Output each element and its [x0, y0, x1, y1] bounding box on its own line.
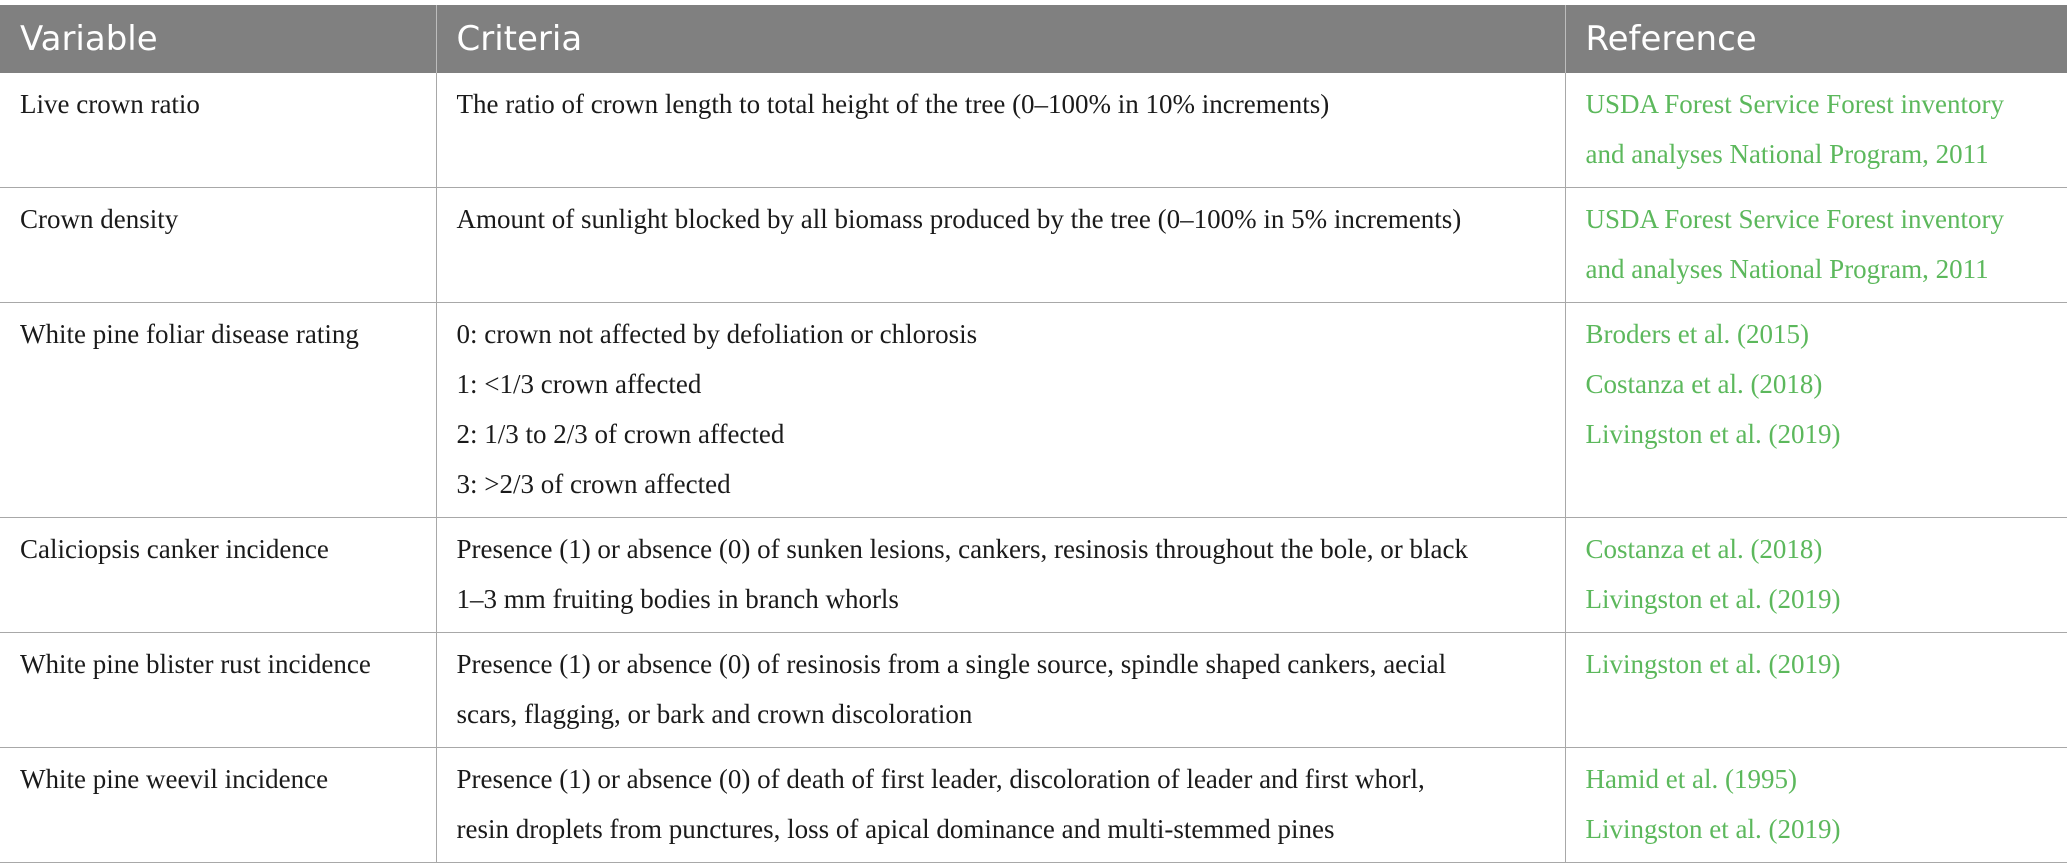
- reference-link[interactable]: and analyses National Program, 2011: [1585, 139, 1989, 169]
- table-row: [0, 73, 2067, 188]
- reference-link[interactable]: USDA Forest Service Forest inventory: [1585, 89, 2004, 119]
- reference-cell: [1565, 188, 2067, 303]
- criteria-line: 3: >2/3 of crown affected: [456, 469, 731, 499]
- variable-cell: White pine foliar disease rating: [0, 303, 436, 518]
- table-body: [0, 73, 2067, 863]
- reference-cell: [1565, 73, 2067, 188]
- criteria-cell: [436, 748, 1565, 863]
- reference-link[interactable]: Hamid et al. (1995): [1585, 764, 1797, 794]
- reference-cell: [1565, 748, 2067, 863]
- variable-cell: White pine weevil incidence: [0, 748, 436, 863]
- reference-link[interactable]: and analyses National Program, 2011: [1585, 254, 1989, 284]
- header-reference: Reference: [1565, 5, 2067, 73]
- table-header: [0, 5, 2067, 73]
- header-criteria: Criteria: [436, 5, 1565, 73]
- reference-link[interactable]: USDA Forest Service Forest inventory: [1585, 204, 2004, 234]
- criteria-cell: [436, 188, 1565, 303]
- criteria-line: Presence (1) or absence (0) of sunken lesions, cankers, resinosis throughout the bole, or black: [456, 534, 1468, 564]
- criteria-line: 0: crown not affected by defoliation or chlorosis: [456, 319, 978, 349]
- table-row: [0, 748, 2067, 863]
- variable-cell: Caliciopsis canker incidence: [0, 518, 436, 633]
- reference-link[interactable]: Costanza et al. (2018): [1585, 534, 1823, 564]
- reference-cell: [1565, 633, 2067, 748]
- variable-cell: White pine blister rust incidence: [0, 633, 436, 748]
- criteria-line: 1: <1/3 crown affected: [456, 369, 702, 399]
- criteria-cell: [436, 633, 1565, 748]
- reference-link[interactable]: Livingston et al. (2019): [1585, 649, 1841, 679]
- table-row: [0, 518, 2067, 633]
- variables-table-container: [0, 5, 2067, 863]
- reference-link[interactable]: Livingston et al. (2019): [1585, 814, 1841, 844]
- criteria-cell: [436, 518, 1565, 633]
- criteria-line: Presence (1) or absence (0) of resinosis from a single source, spindle shaped cankers, aecial: [456, 649, 1447, 679]
- criteria-line: Presence (1) or absence (0) of death of first leader, discoloration of leader and first whorl,: [456, 764, 1425, 794]
- variable-cell: Live crown ratio: [0, 73, 436, 188]
- variables-table: [0, 5, 2067, 863]
- reference-link[interactable]: Broders et al. (2015): [1585, 319, 1809, 349]
- criteria-line: 2: 1/3 to 2/3 of crown affected: [456, 419, 785, 449]
- variable-cell: Crown density: [0, 188, 436, 303]
- criteria-line: Amount of sunlight blocked by all biomass produced by the tree (0–100% in 5% increments): [456, 204, 1462, 234]
- reference-cell: [1565, 518, 2067, 633]
- table-row: [0, 188, 2067, 303]
- criteria-line: The ratio of crown length to total height of the tree (0–100% in 10% increments): [456, 89, 1330, 119]
- reference-link[interactable]: Costanza et al. (2018): [1585, 369, 1823, 399]
- criteria-cell: [436, 73, 1565, 188]
- header-row: [0, 5, 2067, 73]
- criteria-line: 1–3 mm fruiting bodies in branch whorls: [456, 584, 899, 614]
- table-row: [0, 633, 2067, 748]
- reference-link[interactable]: Livingston et al. (2019): [1585, 419, 1841, 449]
- reference-link[interactable]: Livingston et al. (2019): [1585, 584, 1841, 614]
- table-row: [0, 303, 2067, 518]
- criteria-cell: [436, 303, 1565, 518]
- header-variable: Variable: [0, 5, 436, 73]
- criteria-line: scars, flagging, or bark and crown discoloration: [456, 699, 973, 729]
- reference-cell: [1565, 303, 2067, 518]
- criteria-line: resin droplets from punctures, loss of apical dominance and multi-stemmed pines: [456, 814, 1335, 844]
